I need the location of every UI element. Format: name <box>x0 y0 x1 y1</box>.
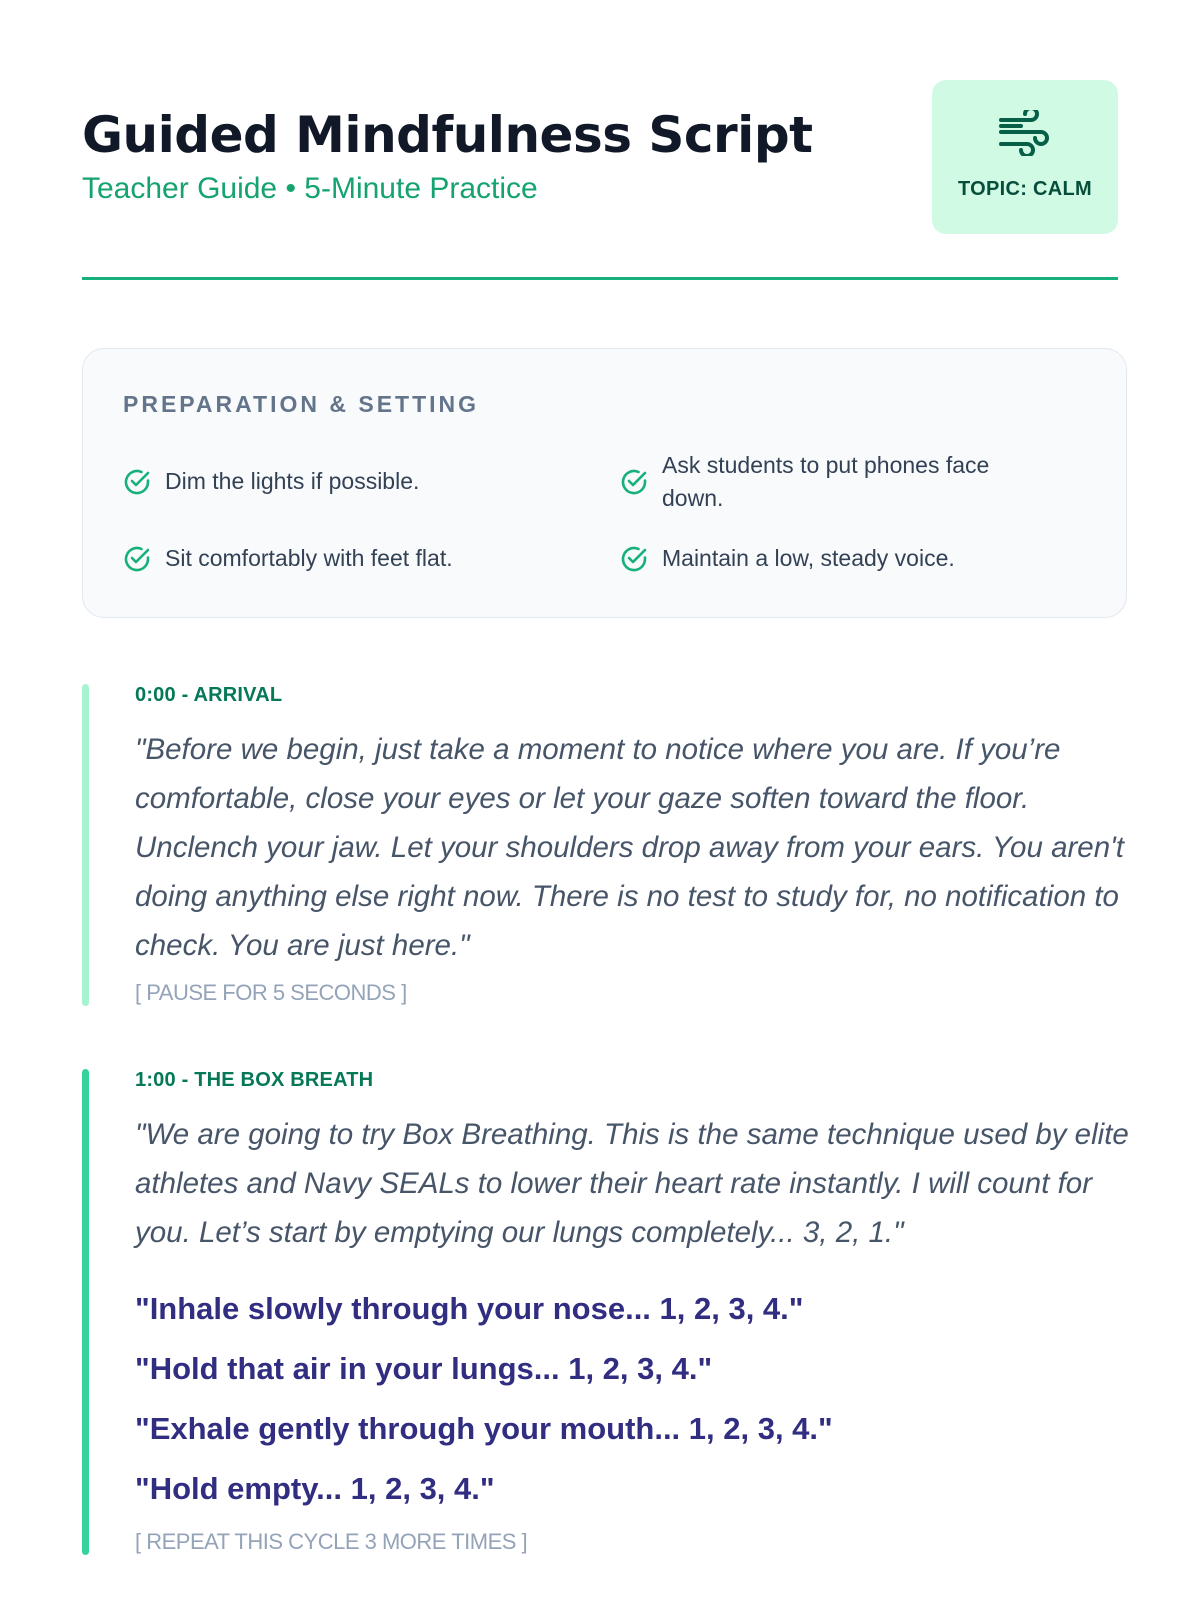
script-section-box-breath <box>82 1069 1132 1555</box>
check-circle-icon <box>123 468 151 496</box>
breath-instructions <box>135 1279 1132 1519</box>
document-header <box>82 80 1118 280</box>
preparation-heading: PREPARATION & SETTING <box>123 391 480 417</box>
prep-item <box>620 449 1040 515</box>
check-circle-icon <box>620 545 648 573</box>
section-accent-bar <box>82 684 89 1006</box>
breath-line-hold: "Hold that air in your lungs... 1, 2, 3, 4." <box>135 1351 713 1386</box>
page-subtitle: Teacher Guide • 5-Minute Practice <box>82 172 538 205</box>
section-timestamp: 0:00 - ARRIVAL <box>135 684 283 706</box>
prep-item-text: Sit comfortably with feet flat. <box>165 545 453 571</box>
section-pause-note: [ REPEAT THIS CYCLE 3 MORE TIMES ] <box>135 1529 528 1554</box>
prep-item <box>123 542 543 575</box>
wind-icon <box>997 110 1053 156</box>
check-circle-icon <box>123 545 151 573</box>
check-circle-icon <box>620 468 648 496</box>
section-timestamp: 1:00 - THE BOX BREATH <box>135 1069 374 1091</box>
breath-line-exhale: "Exhale gently through your mouth... 1, 2, 3, 4." <box>135 1411 833 1446</box>
prep-item-text: Ask students to put phones face down. <box>662 452 990 511</box>
prep-item <box>620 542 1040 575</box>
script-section-arrival <box>82 684 1132 1006</box>
preparation-card <box>82 348 1127 618</box>
section-pause-note: [ PAUSE FOR 5 SECONDS ] <box>135 980 407 1005</box>
prep-item-text: Dim the lights if possible. <box>165 468 420 494</box>
section-accent-bar <box>82 1069 89 1555</box>
prep-item-text: Maintain a low, steady voice. <box>662 545 955 571</box>
section-quote: "We are going to try Box Breathing. This is the same technique used by elite athletes and Navy SEALs to lower their heart rate instantly. I will count for you. Let’s start by emptying our lungs completely... 3, 2, 1." <box>135 1118 1129 1249</box>
breath-line-hold-empty: "Hold empty... 1, 2, 3, 4." <box>135 1471 495 1506</box>
page-title: Guided Mindfulness Script <box>82 106 813 164</box>
breath-line-inhale: "Inhale slowly through your nose... 1, 2, 3, 4." <box>135 1291 804 1326</box>
topic-badge <box>932 80 1118 234</box>
prep-item <box>123 465 543 498</box>
topic-label: TOPIC: CALM <box>957 178 1093 200</box>
section-quote: "Before we begin, just take a moment to notice where you are. If you’re comfortable, close your eyes or let your gaze soften toward the floor. Unclench your jaw. Let your shoulders drop away from your ears. You aren't doing anything else right now. There is no test to study for, no notification to check. You are just here." <box>135 733 1124 962</box>
